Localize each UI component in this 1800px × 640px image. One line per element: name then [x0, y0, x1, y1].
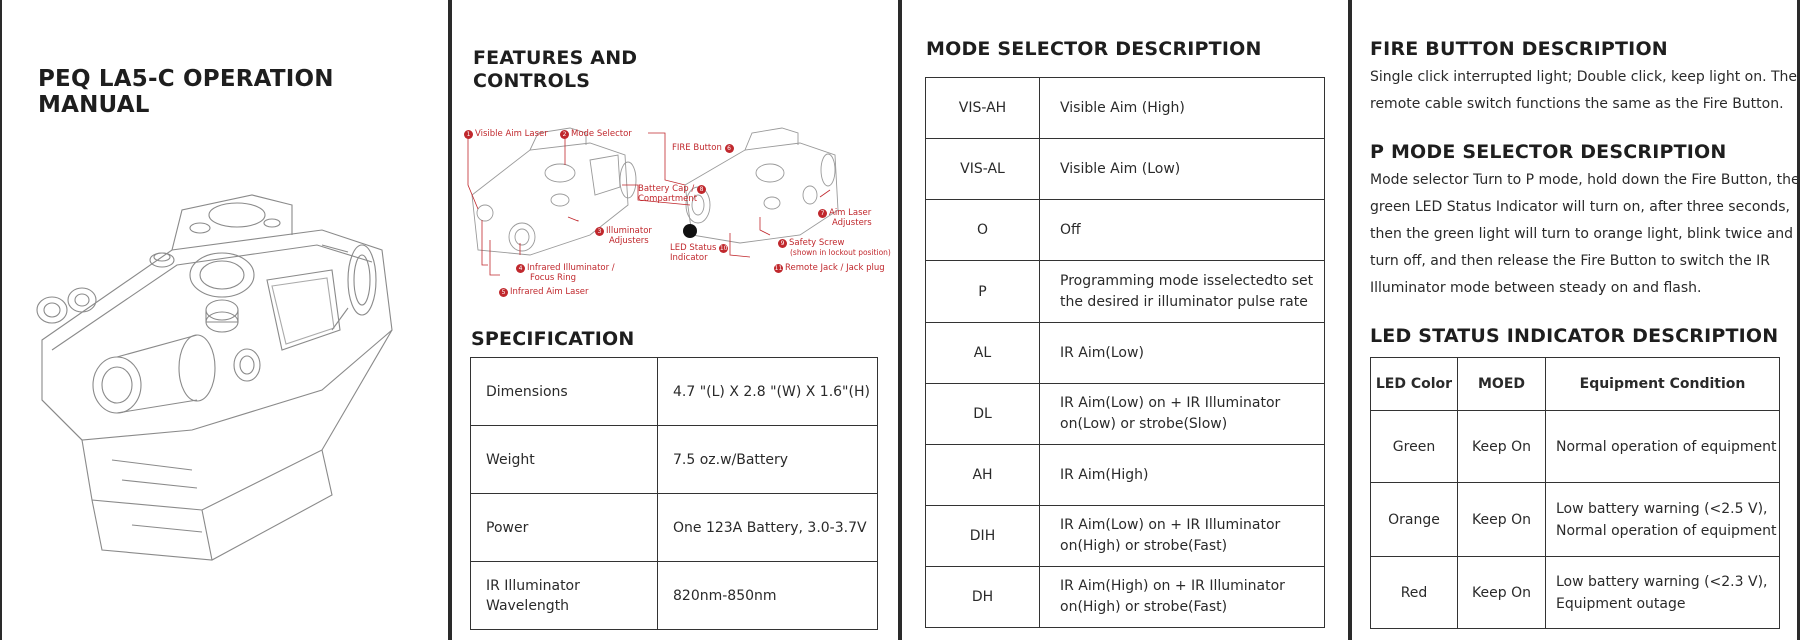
mode-description: Off [1040, 200, 1325, 261]
spec-value: 7.5 oz.w/Battery [658, 426, 878, 494]
mode-description: Visible Aim (Low) [1040, 139, 1325, 200]
callout-led-status: LED Status 10 Indicator [670, 243, 728, 263]
table-row [926, 78, 1325, 139]
specification-title: SPECIFICATION [471, 328, 635, 350]
column-header: Equipment Condition [1546, 358, 1780, 411]
mode-code: AH [926, 445, 1040, 506]
led-color: Green [1371, 411, 1458, 483]
table-header-row [1371, 358, 1780, 411]
mode-description: IR Aim(High) on + IR Illuminator on(High) or strobe(Fast) [1040, 567, 1325, 628]
callout-battery-cap: Battery Cap / 8 Compartment [638, 184, 708, 204]
fire-button-title: FIRE BUTTON DESCRIPTION [1370, 38, 1668, 60]
mode-description: Visible Aim (High) [1040, 78, 1325, 139]
callout-infrared-illuminator: 4 Infrared Illuminator / Focus Ring [516, 263, 615, 283]
equipment-condition: Low battery warning (<2.3 V), Equipment outage [1546, 557, 1780, 629]
led-status-table [1370, 357, 1780, 629]
fire-button-text: Single click interrupted light; Double click, keep light on. The remote cable switch functions the same as the Fire Button. [1370, 69, 1798, 112]
mode-description: Programming mode isselectedto set the desired ir illuminator pulse rate [1040, 261, 1325, 323]
features-title-line1: FEATURES AND [473, 47, 638, 69]
callout-infrared-aim-laser: 5 Infrared Aim Laser [499, 287, 588, 297]
table-row [471, 426, 878, 494]
mode-selector-title: MODE SELECTOR DESCRIPTION [926, 38, 1262, 60]
mode-description: IR Aim(Low) [1040, 323, 1325, 384]
spec-value: 820nm-850nm [658, 562, 878, 630]
table-row [1371, 557, 1780, 629]
spec-value: 4.7 "(L) X 2.8 "(W) X 1.6"(H) [658, 358, 878, 426]
callout-illuminator-adjusters: 3 Illuminator Adjusters [595, 226, 652, 246]
led-color: Orange [1371, 483, 1458, 557]
p-mode-text: Mode selector Turn to P mode, hold down the Fire Button, the green LED Status Indicator will turn on, after three seconds, then the green light will turn to orange light, blink twice and turn off, and then release the Fire Button to switch the IR Illuminator mode between steady on and flash. [1370, 172, 1800, 296]
spec-value: One 123A Battery, 3.0-3.7V [658, 494, 878, 562]
features-title-line2: CONTROLS [473, 70, 591, 92]
mode-description: IR Aim(Low) on + IR Illuminator on(High) or strobe(Fast) [1040, 506, 1325, 567]
table-row [926, 506, 1325, 567]
p-mode-title: P MODE SELECTOR DESCRIPTION [1370, 141, 1727, 163]
mode-code: DL [926, 384, 1040, 445]
mode-selector-table [925, 77, 1325, 628]
equipment-condition: Low battery warning (<2.5 V), Normal operation of equipment [1546, 483, 1780, 557]
led-mode: Keep On [1458, 483, 1546, 557]
panel-descriptions [1352, 0, 1800, 640]
table-row [1371, 483, 1780, 557]
spec-label: Weight [471, 426, 658, 494]
spec-label: Power [471, 494, 658, 562]
table-row [1371, 411, 1780, 483]
led-color: Red [1371, 557, 1458, 629]
specification-table [470, 357, 878, 630]
callout-remote-jack: 11 Remote Jack / Jack plug [774, 263, 885, 273]
mode-code: AL [926, 323, 1040, 384]
table-row [471, 562, 878, 630]
mode-code: VIS-AH [926, 78, 1040, 139]
manual-title: PEQ LA5-C OPERATION MANUAL [38, 66, 334, 118]
table-row [926, 261, 1325, 323]
table-row [926, 200, 1325, 261]
table-row [926, 384, 1325, 445]
mode-code: DH [926, 567, 1040, 628]
panel-features [452, 0, 898, 640]
callout-mode-selector: 2 Mode Selector [560, 129, 632, 139]
panel-cover [0, 0, 448, 640]
features-title [473, 47, 637, 93]
mode-description: IR Aim(High) [1040, 445, 1325, 506]
mode-code: P [926, 261, 1040, 323]
device-illustration [22, 190, 432, 610]
led-status-title: LED STATUS INDICATOR DESCRIPTION [1370, 325, 1779, 347]
callout-aim-laser-adjusters: 7 Aim Laser Adjusters [818, 208, 872, 228]
led-mode: Keep On [1458, 557, 1546, 629]
led-mode: Keep On [1458, 411, 1546, 483]
callout-visible-aim-laser: 1 Visible Aim Laser [464, 129, 548, 139]
column-header: MOED [1458, 358, 1546, 411]
panel-border [0, 0, 2, 640]
table-row [471, 494, 878, 562]
callout-safety-screw: 9 Safety Screw (shown in lockout position) [778, 238, 891, 258]
table-row [926, 445, 1325, 506]
column-header: LED Color [1371, 358, 1458, 411]
equipment-condition: Normal operation of equipment [1546, 411, 1780, 483]
spec-label: IR Illuminator Wavelength [471, 562, 658, 630]
callout-fire-button: FIRE Button 6 [672, 143, 736, 153]
panel-mode-selector [902, 0, 1348, 640]
table-row [926, 323, 1325, 384]
mode-code: DIH [926, 506, 1040, 567]
table-row [926, 139, 1325, 200]
table-row [471, 358, 878, 426]
mode-code: O [926, 200, 1040, 261]
table-row [926, 567, 1325, 628]
mode-description: IR Aim(Low) on + IR Illuminator on(Low) or strobe(Slow) [1040, 384, 1325, 445]
spec-label: Dimensions [471, 358, 658, 426]
mode-code: VIS-AL [926, 139, 1040, 200]
